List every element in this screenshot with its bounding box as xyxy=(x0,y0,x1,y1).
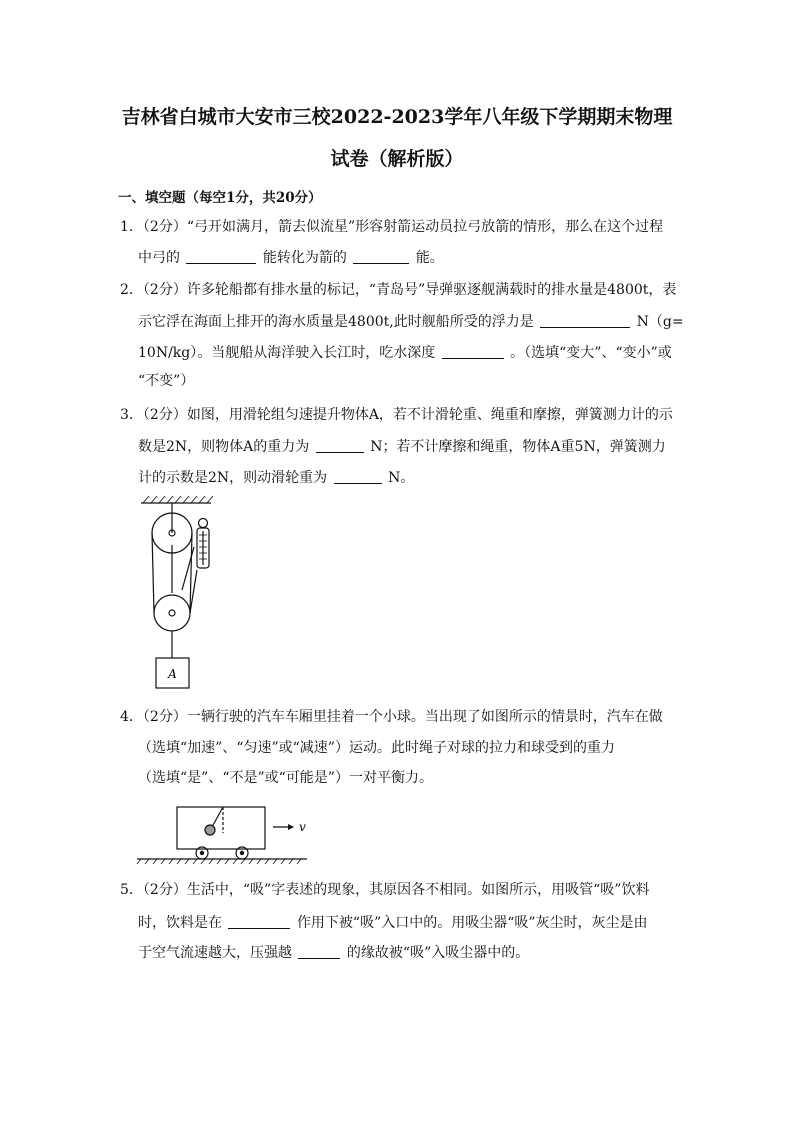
ground-hatch xyxy=(137,859,301,864)
question-2-text-d: 。（选填“变大”、“变小”或 xyxy=(510,345,672,361)
document-title-line-2: 试卷（解析版） xyxy=(330,148,464,170)
answer-blank[interactable] xyxy=(334,469,382,484)
question-5-text-c: 于空气流速越大，压强越 xyxy=(138,945,292,961)
answer-blank[interactable] xyxy=(540,313,630,328)
question-1-text-a: 中弓的 xyxy=(138,250,180,266)
question-3-text-b: N；若不计摩擦和绳重，物体A重5N，弹簧测力 xyxy=(370,439,666,455)
question-2-text-b: N（g= xyxy=(636,314,684,330)
spring-scale-ring xyxy=(199,519,208,528)
question-5-line-2 xyxy=(138,914,678,930)
question-1-line-2 xyxy=(138,249,678,265)
velocity-label: v xyxy=(299,820,306,834)
block-label: A xyxy=(168,667,177,681)
car-body xyxy=(177,807,265,849)
question-5-text-d: 的缘故被“吸”入吸尘器中的。 xyxy=(346,945,530,961)
question-1-text-b: 能转化为箭的 xyxy=(262,250,347,266)
question-2-text-c: 10N/kg）。当舰船从海洋驶入长江时，吃水深度 xyxy=(138,345,436,361)
question-2-line-4: “不变”） xyxy=(138,373,195,389)
document-title-line-1: 吉林省白城市大安市三校2022-2023学年八年级下学期期末物理 xyxy=(121,106,673,128)
question-5-line-1: 5．（2分）生活中，“吸”字表述的现象，其原因各不相同。如图所示，用吸管“吸”饮料 xyxy=(120,882,650,898)
answer-blank[interactable] xyxy=(442,344,504,359)
question-4-line-3: （选填“是”、“不是”或“可能是”）一对平衡力。 xyxy=(138,770,433,786)
question-5-line-3 xyxy=(138,944,678,960)
question-3-line-1: 3．（2分）如图，用滑轮组匀速提升物体A，若不计滑轮重、绳重和摩擦，弹簧测力计的示 xyxy=(120,407,673,423)
pendulum-ball xyxy=(205,825,215,835)
question-3-line-3 xyxy=(138,469,678,485)
pendulum-string xyxy=(212,807,223,827)
question-4-line-1: 4．（2分）一辆行驶的汽车车厢里挂着一个小球。当出现了如图所示的情景时，汽车在做 xyxy=(120,709,663,725)
question-5-text-b: 作用下被“吸”入口中的。用吸尘器“吸”灰尘时，灰尘是由 xyxy=(296,915,648,931)
question-4-line-2: （选填“加速”、“匀速”或“减速”）运动。此时绳子对球的拉力和球受到的重力 xyxy=(138,740,615,756)
question-3-line-2 xyxy=(138,438,678,454)
answer-blank[interactable] xyxy=(228,914,290,929)
ceiling-hatch xyxy=(143,496,213,503)
question-2-text-a: 示它浮在海面上排开的海水质量是4800t,此时舰船所受的浮力是 xyxy=(138,314,534,330)
pulley-system-figure xyxy=(135,495,235,695)
car-with-pendulum-figure xyxy=(135,805,325,865)
question-2-line-1: 2．（2分）许多轮船都有排水量的标记，“青岛号”导弹驱逐舰满载时的排水量是4800t，表 xyxy=(120,282,677,298)
question-1-line-1: 1．（2分）“弓开如满月，箭去似流星”形容射箭运动员拉弓放箭的情形，那么在这个过程 xyxy=(120,219,664,235)
question-3-text-a: 数是2N，则物体A的重力为 xyxy=(138,439,310,455)
question-3-text-c: 计的示数是2N，则动滑轮重为 xyxy=(138,470,328,486)
question-5-text-a: 时，饮料是在 xyxy=(138,915,222,931)
question-1-text-c: 能。 xyxy=(415,250,444,266)
question-2-line-2 xyxy=(138,313,684,330)
answer-blank[interactable] xyxy=(353,249,409,264)
answer-blank[interactable] xyxy=(298,944,340,959)
question-3-text-d: N。 xyxy=(388,470,415,486)
section-heading: 一、填空题（每空1分，共20分） xyxy=(118,190,322,206)
movable-pulley xyxy=(154,595,190,631)
answer-blank[interactable] xyxy=(316,438,364,453)
answer-blank[interactable] xyxy=(186,249,256,264)
question-2-line-3 xyxy=(138,344,678,360)
